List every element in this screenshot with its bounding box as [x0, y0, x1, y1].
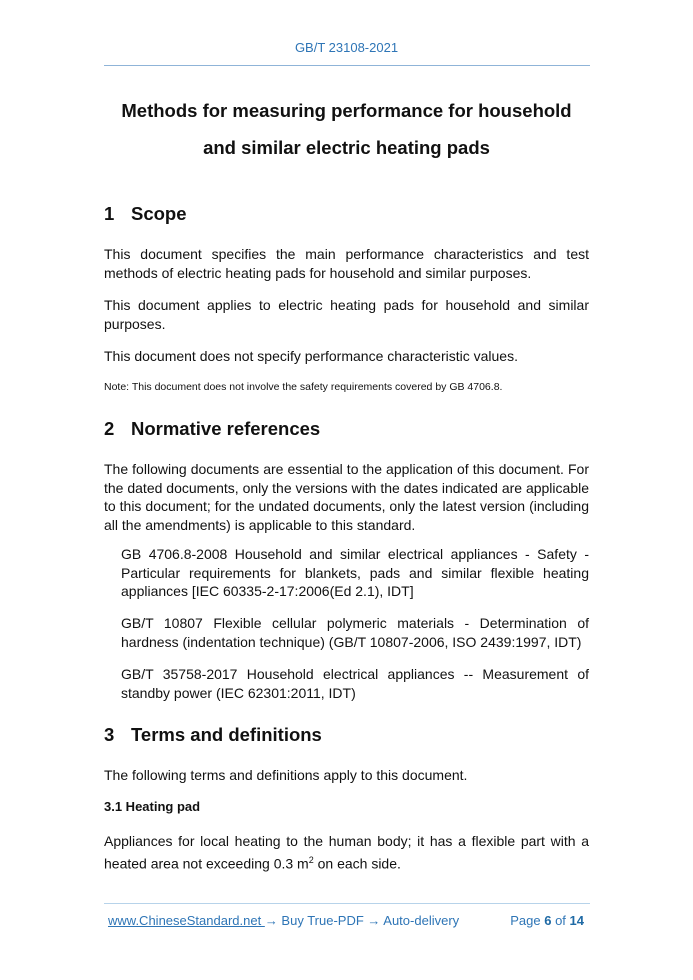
scope-paragraph-2: This document applies to electric heating pads for household and similar purposes. [104, 297, 589, 332]
document-title-line-2: and similar electric heating pads [203, 137, 490, 158]
term-definition-text: Appliances for local heating to the human body; it has a flexible part with a heated area not exceeding 0.3 m [104, 833, 589, 872]
footer [108, 913, 584, 928]
scope-paragraph-3-block [104, 347, 589, 366]
page-label: Page [510, 913, 541, 928]
section-normative-references [104, 418, 589, 440]
reference-1-block [104, 545, 589, 601]
reference-item: GB 4706.8-2008 Household and similar electrical appliances - Safety - Particular requirements for blankets, pads and similar flexible heating appliances [IEC 60335-2-17:2006(Ed 2.1), IDT] [121, 546, 589, 599]
page-current: 6 [544, 913, 552, 928]
section-scope [104, 203, 589, 225]
footer-promo-text: → Buy True-PDF → Auto-delivery [264, 913, 460, 928]
terms-intro-paragraph: The following terms and definitions apply to this document. [104, 767, 468, 783]
term-heading: 3.1 Heating pad [104, 799, 201, 814]
page-total: 14 [569, 913, 584, 928]
footer-website-link[interactable]: www.ChineseStandard.net [108, 913, 265, 928]
section-title: Normative references [131, 418, 321, 439]
section-title: Terms and definitions [131, 724, 322, 745]
section-heading-normative-references [104, 418, 589, 440]
superscript: 2 [308, 854, 314, 865]
section-title: Scope [131, 203, 187, 224]
header-divider [104, 65, 590, 66]
normative-intro-paragraph: The following documents are essential to the application of this document. For the dated documents, only the versions with the dates indicated are applicable to this document; for the undated documents, only the latest version (including all the amendments) is applicable to this standard. [104, 461, 589, 533]
scope-paragraph-1: This document specifies the main performance characteristics and test methods of electric heating pads for household and similar purposes. [104, 246, 589, 281]
section-heading-scope [104, 203, 589, 225]
reference-item: GB/T 35758-2017 Household electrical appliances -- Measurement of standby power (IEC 62301:2011, IDT) [121, 666, 589, 701]
reference-3-block [104, 665, 589, 702]
scope-paragraph-2-block [104, 296, 589, 333]
term-definition-text-end: on each side. [313, 855, 401, 872]
term-3-1-heading-block [104, 799, 589, 814]
document-title-line-1: Methods for measuring performance for household [121, 100, 572, 121]
document-title [0, 92, 693, 166]
scope-note: Note: This document does not involve the safety requirements covered by GB 4706.8. [104, 381, 503, 393]
reference-item: GB/T 10807 Flexible cellular polymeric materials - Determination of hardness (indentation technique) (GB/T 10807-2006, ISO 2439:1997, IDT) [121, 615, 589, 650]
term-definition [104, 832, 589, 873]
page-indicator [510, 913, 584, 928]
footer-divider [104, 903, 590, 904]
terms-intro-block [104, 766, 589, 785]
section-number: 3 [104, 724, 115, 745]
section-number: 1 [104, 203, 115, 224]
section-number: 2 [104, 418, 115, 439]
header-standard-code: GB/T 23108-2021 [294, 40, 399, 55]
scope-note-block [104, 380, 589, 394]
section-heading-terms-definitions [104, 724, 589, 746]
term-3-1-definition-block [104, 832, 589, 873]
scope-paragraph-3: This document does not specify performance characteristic values. [104, 348, 518, 364]
scope-paragraph-1-block [104, 245, 589, 282]
section-terms-definitions [104, 724, 589, 746]
reference-2-block [104, 614, 589, 651]
page-of: of [555, 913, 566, 928]
normative-intro-block [104, 460, 589, 534]
